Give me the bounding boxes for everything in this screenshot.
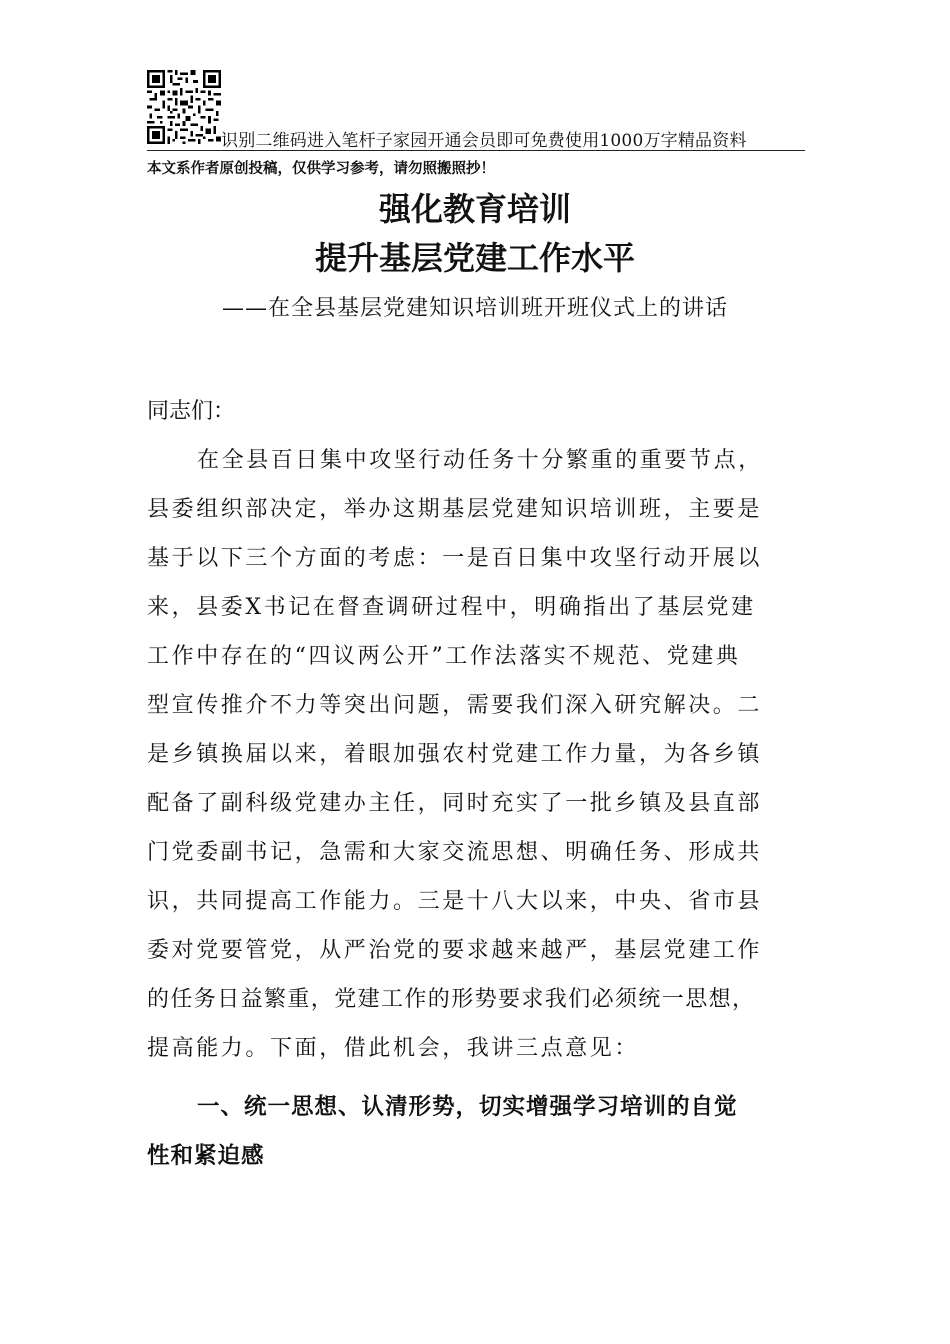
paragraph-line: 门党委副书记，急需和大家交流思想、明确任务、形成共 (147, 840, 763, 865)
paragraph-line: 配备了副科级党建办主任，同时充实了一批乡镇及县直部 (147, 791, 763, 816)
section-heading-line: 性和紧迫感 (147, 1143, 265, 1169)
paragraph-line: 型宣传推介不力等突出问题，需要我们深入研究解决。二 (147, 693, 763, 718)
paragraph-line: 工作中存在的“四议两公开”工作法落实不规范、党建典 (147, 644, 741, 669)
paragraph-line: 县委组织部决定，举办这期基层党建知识培训班，主要是 (147, 497, 763, 522)
section-heading-line: 一、统一思想、认清形势，切实增强学习培训的自觉 (197, 1094, 738, 1120)
paragraph-line: 委对党要管党，从严治党的要求越来越严，基层党建工作 (147, 938, 763, 963)
paragraph-line: 来，县委X书记在督查调研过程中，明确指出了基层党建 (147, 595, 756, 620)
qr-notice-text: 识别二维码进入笔杆子家园开通会员即可免费使用1000万字精品资料 (221, 131, 747, 151)
paragraph-line: 是乡镇换届以来，着眼加强农村党建工作力量，为各乡镇 (147, 742, 763, 767)
qr-code-icon (147, 70, 221, 144)
header-divider (147, 150, 805, 151)
document-title-line-1: 强化教育培训 (378, 190, 571, 228)
paragraph-line: 在全县百日集中攻坚行动任务十分繁重的重要节点， (197, 448, 763, 473)
paragraph-line: 提高能力。下面，借此机会，我讲三点意见： (147, 1036, 640, 1061)
disclaimer-text: 本文系作者原创投稿，仅供学习参考，请勿照搬照抄！ (147, 160, 495, 177)
paragraph-line: 基于以下三个方面的考虑：一是百日集中攻坚行动开展以 (147, 546, 763, 571)
salutation: 同志们： (147, 399, 236, 424)
document-title-line-2: 提升基层党建工作水平 (314, 239, 635, 277)
document-subtitle: ——在全县基层党建知识培训班开班仪式上的讲话 (221, 296, 728, 321)
paragraph-line: 的任务日益繁重，党建工作的形势要求我们必须统一思想， (147, 987, 756, 1012)
paragraph-line: 识，共同提高工作能力。三是十八大以来，中央、省市县 (147, 889, 763, 914)
